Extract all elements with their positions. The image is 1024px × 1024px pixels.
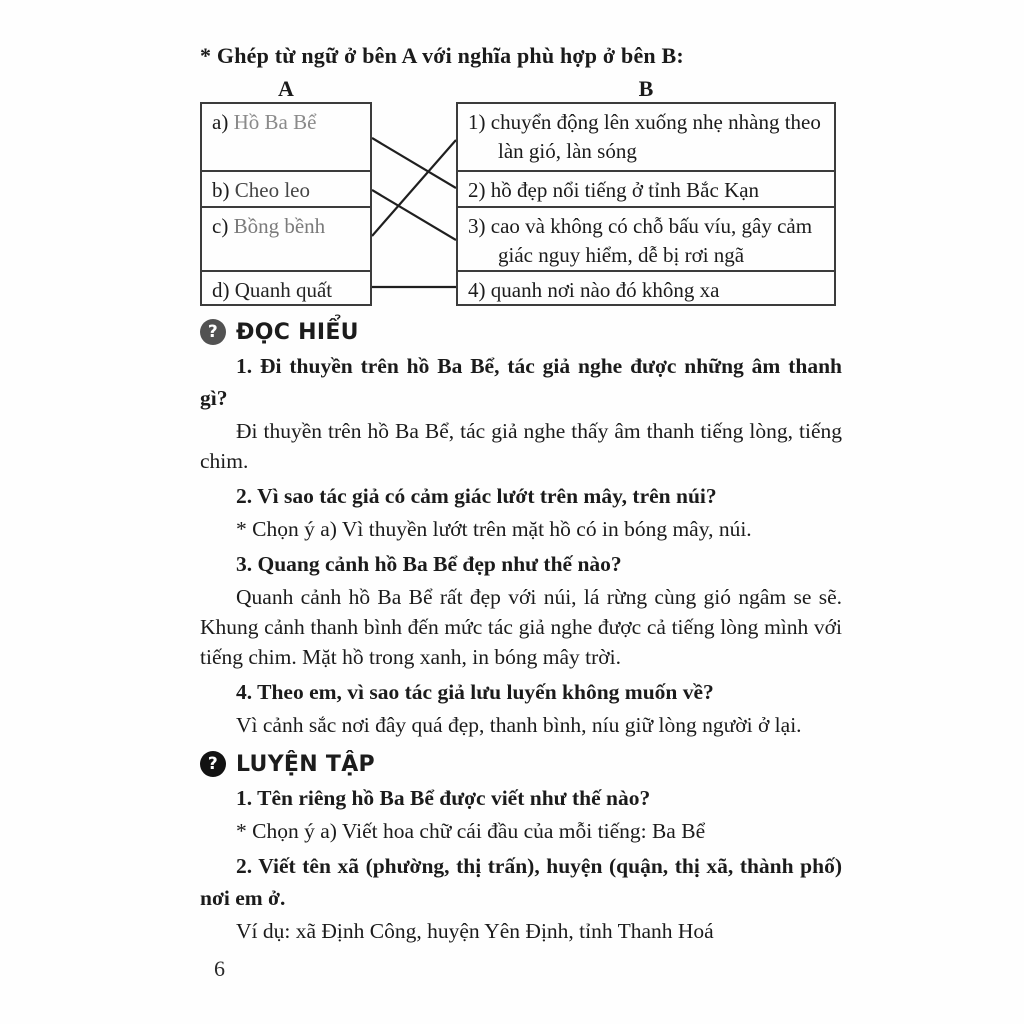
- match-definition: cao và không có chỗ bấu víu, gây cảm giác nguy hiểm, dễ bị rơi ngã: [490, 214, 813, 267]
- practice-answer-1: * Chọn ý a) Viết hoa chữ cái đầu của mỗi tiếng: Ba Bể: [236, 819, 706, 843]
- match-cell-label: 1): [468, 110, 486, 134]
- section-title: LUYỆN TẬP: [236, 751, 375, 777]
- match-term: Hồ Ba Bể: [233, 110, 317, 134]
- question-3: 3. Quang cảnh hồ Ba Bể đẹp như thế nào?: [236, 552, 622, 576]
- match-line-a-to-2: [372, 138, 456, 188]
- page-content: [200, 40, 842, 946]
- match-definition: quanh nơi nào đó không xa: [490, 278, 720, 302]
- match-connector-area: [372, 102, 456, 306]
- exercise-title: * Ghép từ ngữ ở bên A với nghĩa phù hợp ở bên B:: [200, 43, 684, 68]
- match-cell-label: 4): [468, 278, 486, 302]
- practice-question-1: 1. Tên riêng hồ Ba Bể được viết như thế nào?: [236, 786, 651, 810]
- match-definition: hồ đẹp nổi tiếng ở tỉnh Bắc Kạn: [490, 178, 760, 202]
- match-cell-b: [202, 170, 370, 206]
- section-heading-luyen-tap: [200, 750, 842, 778]
- answer-4: Vì cảnh sắc nơi đây quá đẹp, thanh bình, níu giữ lòng người ở lại.: [236, 713, 802, 737]
- match-line-c-to-1: [372, 140, 456, 236]
- match-table: [200, 102, 842, 306]
- match-definition: chuyển động lên xuống nhẹ nhàng theo làn gió, làn sóng: [490, 110, 821, 163]
- question-2: 2. Vì sao tác giả có cảm giác lướt trên mây, trên núi?: [236, 484, 717, 508]
- match-cell-a: [202, 104, 370, 170]
- answer-2: * Chọn ý a) Vì thuyền lướt trên mặt hồ có in bóng mây, núi.: [236, 517, 752, 541]
- match-cell-3: [458, 206, 834, 270]
- answer-3: Quanh cảnh hồ Ba Bể rất đẹp với núi, lá rừng cùng gió ngâm se sẽ. Khung cảnh thanh bình đến mức tác giả nghe được cả tiếng lòng mình với tiếng chim. Mặt hồ trong xanh, in bóng mây trời.: [200, 585, 842, 669]
- section-title: ĐỌC HIỂU: [236, 319, 359, 345]
- column-a-header: A: [278, 76, 294, 101]
- section-heading-doc-hieu: [200, 318, 842, 346]
- practice-answer-2: Ví dụ: xã Định Công, huyện Yên Định, tỉnh Thanh Hoá: [236, 919, 714, 943]
- match-cell-label: 3): [468, 214, 486, 238]
- match-cell-label: c): [212, 214, 229, 238]
- column-b-header: B: [638, 76, 654, 101]
- match-column-b: [456, 102, 836, 306]
- match-cell-label: d): [212, 278, 230, 302]
- answer-1: Đi thuyền trên hồ Ba Bể, tác giả nghe thấy âm thanh tiếng lòng, tiếng chim.: [200, 419, 842, 473]
- practice-question-2: 2. Viết tên xã (phường, thị trấn), huyện (quận, thị xã, thành phố) nơi em ở.: [200, 854, 842, 910]
- question-circle-icon: ?: [200, 751, 226, 777]
- match-connector-lines: [372, 102, 456, 306]
- match-column-a: [200, 102, 372, 306]
- match-term: Bồng bềnh: [233, 214, 326, 238]
- question-circle-icon: ?: [200, 319, 226, 345]
- match-cell-d: [202, 270, 370, 304]
- match-cell-4: [458, 270, 834, 304]
- match-cell-label: a): [212, 110, 229, 134]
- question-4: 4. Theo em, vì sao tác giả lưu luyến không muốn về?: [236, 680, 714, 704]
- match-term: Quanh quất: [234, 278, 333, 302]
- match-line-b-to-3: [372, 190, 456, 240]
- match-cell-label: b): [212, 178, 230, 202]
- page-number: 6: [214, 956, 225, 981]
- match-cell-c: [202, 206, 370, 270]
- match-term: Cheo leo: [234, 178, 310, 202]
- match-cell-label: 2): [468, 178, 486, 202]
- match-cell-2: [458, 170, 834, 206]
- match-column-headers: [200, 76, 842, 102]
- question-1: 1. Đi thuyền trên hồ Ba Bể, tác giả nghe được những âm thanh gì?: [200, 354, 842, 410]
- match-cell-1: [458, 104, 834, 170]
